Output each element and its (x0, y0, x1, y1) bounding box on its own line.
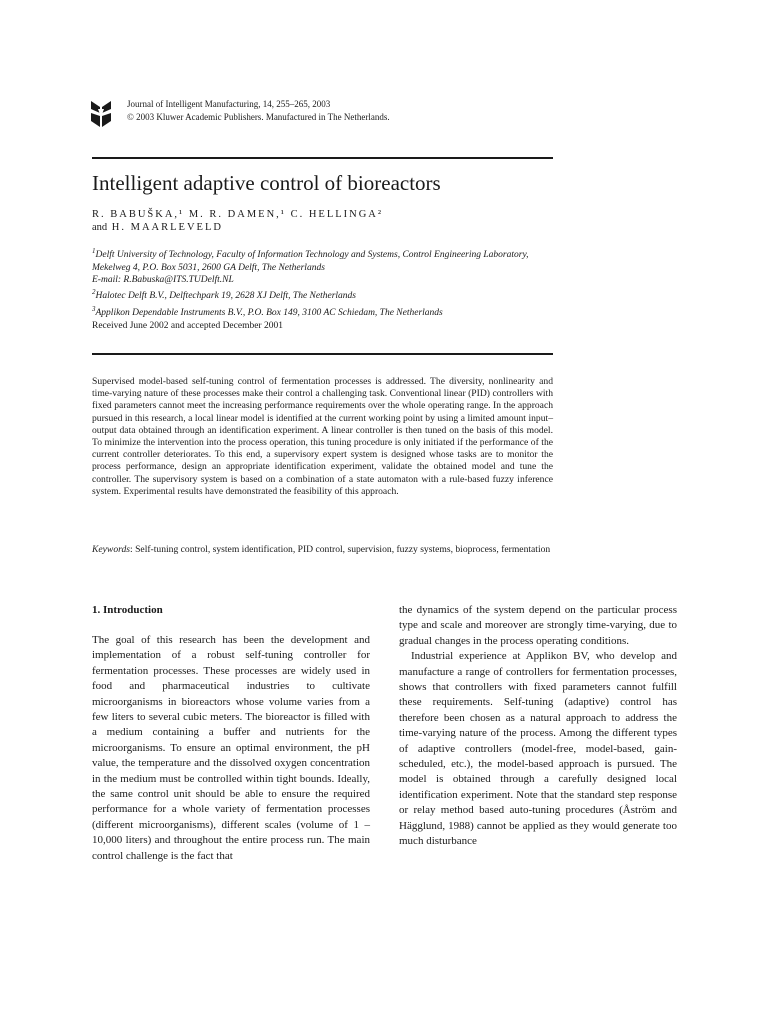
author-line-2 (92, 221, 223, 235)
copyright-line: © 2003 Kluwer Academic Publishers. Manufactured in The Netherlands. (127, 112, 390, 122)
affiliation-3: $^3$Applikon Dependable Instruments B.V., P.O. Box 149, 3100 AC Schiedam, The Netherlands (92, 304, 443, 319)
journal-citation: Journal of Intelligent Manufacturing, 14, 255–265, 2003 (127, 99, 331, 109)
publisher-logo (89, 99, 113, 129)
received-date: Received June 2002 and accepted December 2001 (92, 321, 283, 331)
top-rule (92, 157, 553, 159)
intro-paragraph-3: Industrial experience at Applikon BV, who develop and manufacture a range of controllers for fermentation processes, shows that controllers with fixed parameters cannot fulfill these requirements. Self-tuning (adaptive) control has therefore been chosen as a natural approach to address the time-varying nature of the process. Among the different types of adaptive controllers (model-free, model-based, gain-scheduled, etc.), the model-based approach is pursued. The model is obtained through a carefully designed local identification experiment. Note that the standard step response or relay method based auto-tuning procedures (Åström and Hägglund, 1988) cannot be applied as they would generate too much disturbance (399, 650, 677, 848)
author-and: and (92, 222, 108, 233)
affiliation-email: E-mail: R.Babuska@ITS.TUDelft.NL (92, 274, 234, 285)
right-column (399, 603, 677, 850)
author-line-1: R. BABUŠKA,¹ M. R. DAMEN,¹ C. HELLINGA² (92, 209, 384, 220)
abstract-rule (92, 353, 553, 355)
keywords-text: : Self-tuning control, system identification, PID control, supervision, fuzzy systems, bioprocess, fermentation (130, 544, 551, 555)
affiliation-block (92, 245, 562, 320)
intro-paragraph-1: The goal of this research has been the development and implementation of a robust self-tuning controller for fermentation processes. These processes are widely used in food and pharmaceutical industries to cultivate microorganisms in bioreactors whose volume varies from a few liters to several cubic meters. The bioreactor is filled with a medium containing a buffer and nutrients for the microorganisms. To ensure an optimal environment, the pH value, the temperature and the dissolved oxygen concentration in the medium must be controlled within tight bounds. Ideally, the same control unit should be able to ensure the required performance for a whole variety of fermentation processes (different microorganisms), different scales (volume of 1 –10,000 liters) and throughout the entire process run. The main control challenge is the fact that (92, 634, 370, 862)
keywords-label: Keywords (92, 544, 131, 555)
keywords (92, 544, 553, 556)
paper-title: Intelligent adaptive control of bioreactors (92, 171, 441, 195)
affiliation-1: $^1$Delft University of Technology, Faculty of Information Technology and Systems, Control Engineering Laboratory, Mekelweg 4, P.O. Box 5031, 2600 GA Delft, The Netherlands (92, 247, 529, 273)
affiliation-2: $^2$Halotec Delft B.V., Delftechpark 19, 2628 XJ Delft, The Netherlands (92, 288, 356, 302)
intro-paragraph-2: the dynamics of the system depend on the particular process type and scale and moreover are strongly time-varying, due to gradual changes in the process operating conditions. (399, 604, 677, 647)
abstract-text: Supervised model-based self-tuning control of fermentation processes is addressed. The diversity, nonlinearity and time-varying nature of these processes make their control a challenging task. Conventional linear (PID) controllers with fixed parameters cannot meet the increasing performance requirements over the whole operating range. In the approach pursued in this research, a local linear model is identified at the current working point by using a limited amount input–output data obtained through an identification experiment. A linear controller is then tuned on the basis of this model. To minimize the intervention into the process operation, this tuning procedure is only initiated if the performance of the current controller deteriorates. To this end, a supervisory expert system is designed whose tasks are to monitor the process performance, design an appropriate identification experiment, validate the obtained model and tune the controller. The supervisory system is based on a combination of a state automaton with a rule-based fuzzy inference system. Experimental results have demonstrated the feasibility of this approach. (92, 376, 553, 497)
left-column (92, 633, 370, 864)
section-heading: 1. Introduction (92, 604, 163, 616)
author-name: H. MAARLEVELD (111, 222, 223, 233)
